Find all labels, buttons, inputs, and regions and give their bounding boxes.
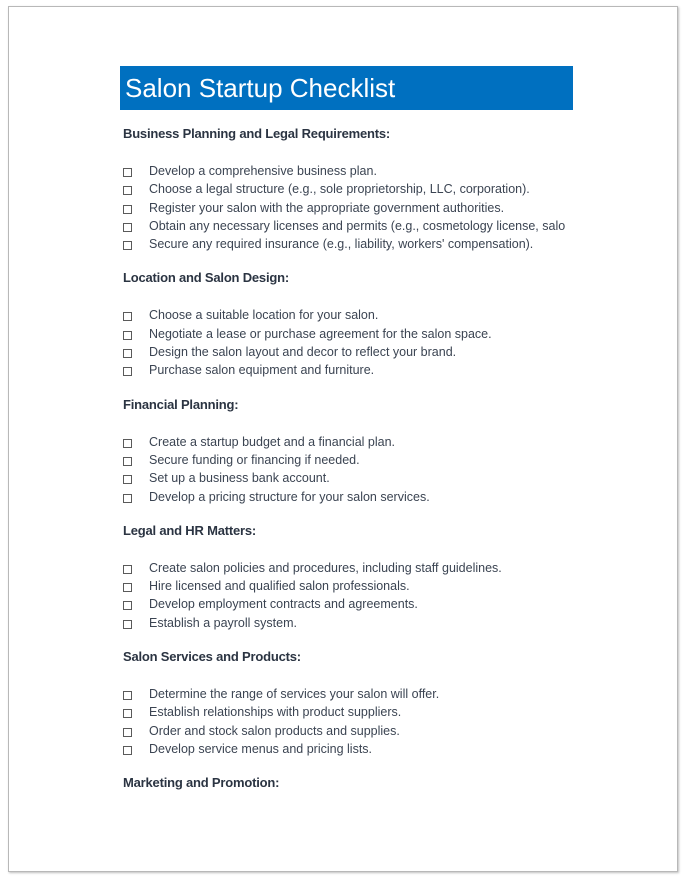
checklist-item: Create a startup budget and a financial plan.: [123, 433, 583, 451]
section-heading: Location and Salon Design:: [123, 270, 289, 286]
section-heading: Business Planning and Legal Requirements:: [123, 126, 391, 141]
section-location-design: [123, 269, 583, 379]
checklist-item: Secure any required insurance (e.g., liability, workers' compensation).: [123, 235, 583, 253]
checkbox[interactable]: [123, 620, 132, 629]
checklist: [123, 685, 583, 758]
checkbox[interactable]: [123, 331, 132, 340]
checkbox[interactable]: [123, 312, 132, 321]
document-title: Salon Startup Checklist: [120, 66, 573, 110]
section-heading: Salon Services and Products:: [123, 649, 301, 665]
checklist-item: Determine the range of services your salon will offer.: [123, 685, 583, 703]
section-heading: Financial Planning:: [123, 396, 239, 412]
checklist-item: Hire licensed and qualified salon professionals.: [123, 577, 583, 595]
checklist: [123, 559, 583, 632]
checklist: [123, 306, 583, 379]
checklist-item: Establish relationships with product suppliers.: [123, 703, 583, 721]
checklist-content: [123, 125, 583, 811]
checklist-item: Design the salon layout and decor to reflect your brand.: [123, 343, 583, 361]
document-page: [8, 6, 678, 872]
checklist-item: Set up a business bank account.: [123, 469, 583, 487]
checkbox[interactable]: [123, 746, 132, 755]
checklist-item: Establish a payroll system.: [123, 614, 583, 632]
checklist-item: Develop a pricing structure for your salon services.: [123, 488, 583, 506]
checklist-item: Obtain any necessary licenses and permits (e.g., cosmetology license, salo: [123, 217, 583, 235]
checkbox[interactable]: [123, 728, 132, 737]
section-marketing-promotion: [123, 774, 583, 792]
section-legal-hr: [123, 522, 583, 632]
section-heading: Legal and HR Matters:: [123, 522, 257, 538]
checkbox[interactable]: [123, 205, 132, 214]
checklist-item: Secure funding or financing if needed.: [123, 451, 583, 469]
checkbox[interactable]: [123, 168, 132, 177]
checklist-item: Choose a legal structure (e.g., sole proprietorship, LLC, corporation).: [123, 180, 583, 198]
checklist-item: Develop a comprehensive business plan.: [123, 162, 583, 180]
checklist-item: Negotiate a lease or purchase agreement for the salon space.: [123, 325, 583, 343]
checkbox[interactable]: [123, 475, 132, 484]
checklist-item: Choose a suitable location for your salon.: [123, 306, 583, 324]
checkbox[interactable]: [123, 439, 132, 448]
section-services-products: [123, 648, 583, 758]
checkbox[interactable]: [123, 367, 132, 376]
section-business-planning: [123, 125, 583, 253]
checkbox[interactable]: [123, 565, 132, 574]
checklist-item: Order and stock salon products and supplies.: [123, 722, 583, 740]
checkbox[interactable]: [123, 223, 132, 232]
checklist: [123, 162, 583, 253]
checkbox[interactable]: [123, 691, 132, 700]
checklist-item: Develop employment contracts and agreements.: [123, 595, 583, 613]
checkbox[interactable]: [123, 186, 132, 195]
checklist-item: Register your salon with the appropriate government authorities.: [123, 199, 583, 217]
checklist: [123, 433, 583, 506]
checklist-item: Create salon policies and procedures, including staff guidelines.: [123, 559, 583, 577]
checkbox[interactable]: [123, 241, 132, 250]
checklist-item: Develop service menus and pricing lists.: [123, 740, 583, 758]
checkbox[interactable]: [123, 583, 132, 592]
checklist-item: Purchase salon equipment and furniture.: [123, 361, 583, 379]
section-financial-planning: [123, 396, 583, 506]
checkbox[interactable]: [123, 709, 132, 718]
section-heading: Marketing and Promotion:: [123, 775, 280, 791]
checkbox[interactable]: [123, 457, 132, 466]
checkbox[interactable]: [123, 494, 132, 503]
checkbox[interactable]: [123, 349, 132, 358]
checkbox[interactable]: [123, 601, 132, 610]
